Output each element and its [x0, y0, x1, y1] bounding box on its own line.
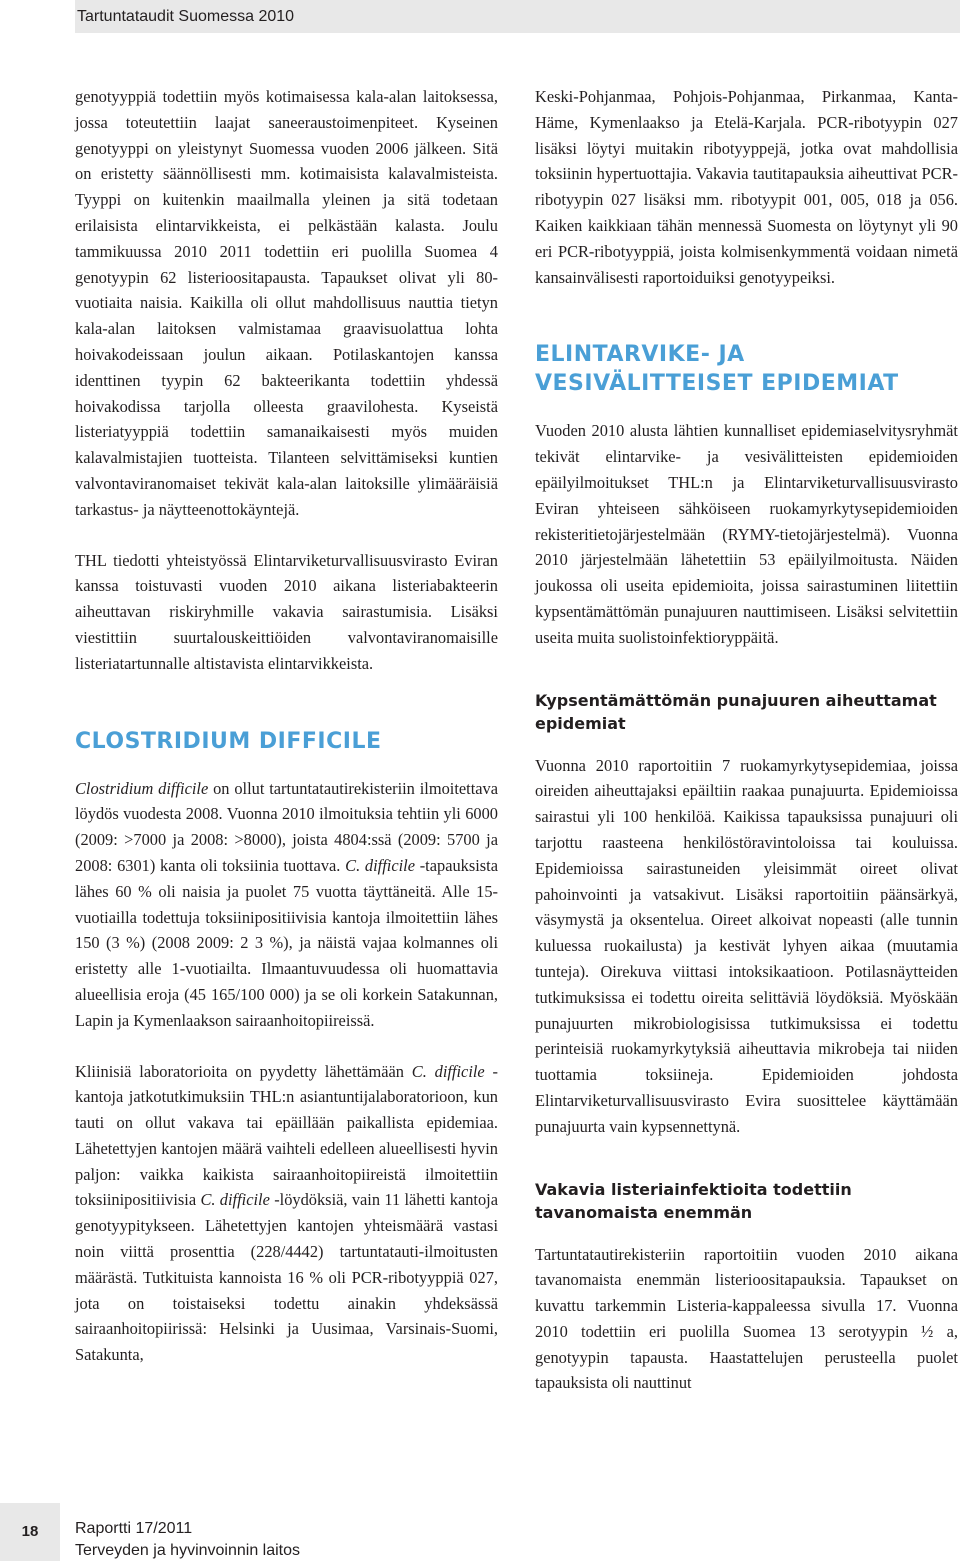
running-title: Tartuntataudit Suomessa 2010	[77, 8, 295, 25]
heading-clostridium: CLOSTRIDIUM DIFFICILE	[75, 728, 382, 754]
italic-species: C. difficile	[411, 1061, 485, 1081]
text-run: -kantoja jatkotutkimuksiin THL:n asiantuntijalaboratorioon, kun tauti on ollut vakava tai epäillään paikallista epidemiaa. Lähetettyjen kantojen määrä vaihteli edelleen alueellisesti hyvin paljon: vaikka kaikista sairaanhoitopiireistä ilmoitettiin toksiinipositiivisia	[75, 1061, 498, 1210]
page-number: 18	[0, 1503, 60, 1561]
text-run: on ollut tartuntatautirekisteriin ilmoitettava löydös vuodesta 2008. Vuonna 2010 ilmoituksia tehtiin yli 6000 (2009: >7000 ja 2008: >8000), joista 4804:ssä (2009: 5700 ja 2008: 6301) kanta oli toksiinia tuottava.	[75, 778, 499, 875]
running-header	[75, 0, 960, 33]
footer-publisher: Terveyden ja hyvinvoinnin laitos	[75, 1542, 301, 1559]
footer	[75, 1518, 300, 1562]
subheading-beetroot: Kypsentämättömän punajuuren aiheuttamat epidemiat	[535, 690, 937, 733]
right-column	[535, 84, 958, 1396]
paragraph-clostridium-stats	[75, 776, 498, 1034]
italic-species: C. difficile	[200, 1190, 270, 1210]
left-column	[75, 84, 498, 1368]
subheading-listeria: Vakavia listeriainfektioita todettiin tavanomaista enemmän	[535, 1179, 852, 1222]
paragraph-thl-info: THL tiedotti yhteistyössä Elintarviketurvallisuusvirasto Eviran kanssa toistuvasti vuoden 2010 aikana listeriabakteerin aiheuttavan riskiryhmille vakavia sairastumisia. Lisäksi viestittiin suurtalouskeittiöiden valvontaviranomaisille listeriatartunnalle altistavista elintarvikkeista.	[75, 550, 498, 673]
text-run: Kliinisiä laboratorioita on pyydetty lähettämään	[75, 1061, 412, 1081]
footer-report: Raportti 17/2011	[75, 1520, 193, 1537]
paragraph-ribotypes: Keski-Pohjanmaa, Pohjois-Pohjanmaa, Pirkanmaa, Kanta-Häme, Kymenlaakso ja Etelä-Karjala. PCR-ribotyypin 027 lisäksi löytyi muitakin ribotyyppejä, jotka ovat mahdollisia toksiinin hypertuottajia. Vakavia tautitapauksia aiheuttivat PCR-ribotyypin 027 lisäksi mm. ribotyypit 001, 005, 018 ja 056. Kaiken kaikkiaan tähän mennessä Suomesta on löytynyt yli 90 eri PCR-ribotyyppiä, joista kolmisenkymmentä voidaan nimetä kansainvälisesti raportoiduiksi genotyypeiksi.	[535, 87, 958, 287]
text-run: -löydöksiä, vain 11 lähetti kantoja genotyypitykseen. Lähetettyjen kantojen yhteismäärä vastasi noin viittä prosenttia (228/4442) tartuntatauti-ilmoitusten määrästä. Tutkituista kannoista 16 % oli PCR-ribotyyppiä 027, jota on toistaiseksi todettu ainakin yhdeksässä sairaanhoitopiirissä: Helsinki ja Uusimaa, Varsinais-Suomi, Satakunta,	[75, 1190, 498, 1365]
text-run: -tapauksista lähes 60 % oli naisia ja puolet 75 vuotta täyttäneitä. Alle 15-vuotiailla todettuja toksiinipositiivisia kantoja ilmoitettiin lähes 150 (3 %) (2008 2009: 2 3 %), ja näistä vajaa kolmannes oli eristetty alle 1-vuotiailta. Ilmaantuvuudessa oli huomattavia alueellisia eroja (45 165/100 000) ja se oli korkein Satakunnan, Lapin ja Kymenlaakson sairaanhoitopiireissä.	[75, 855, 499, 1030]
paragraph-listeria-cases: Tartuntatautirekisteriin raportoitiin vuoden 2010 aikana tavanomaista enemmän listerioositapauksia. Tapaukset on kuvattu tarkemmin Listeria-kappaleessa sivulla 17. Vuonna 2010 todettiin eri puolilla Suomea 13 serotyypin ½ a, genotyypin tapausta. Haastattelujen perusteella puolet tapauksista oli nauttinut	[535, 1244, 958, 1393]
heading-food-water-epidemics: ELINTARVIKE- JA VESIVÄLITTEISET EPIDEMIAT	[535, 342, 899, 397]
paragraph-rymy: Vuoden 2010 alusta lähtien kunnalliset epidemiaselvitysryhmät tekivät elintarvike- ja vesivälitteisten epidemioiden epäilyilmoitukset THL:n ja Elintarviketurvallisuusvirasto Eviran yhteiseen sähköiseen ruokamyrkytysepidemioiden rekisteritietojärjestelmään (RYMY-tietojärjestelmä). Vuonna 2010 järjestelmään lähetettiin 53 epäilyilmoitusta. Näiden joukossa oli useita epidemioita, joissa sairastuminen liitettiin kypsentämättömän punajuuren nauttimiseen. Lisäksi selvitettiin useita muita suolistoinfektioryppäitä.	[535, 421, 958, 647]
paragraph-clostridium-labs	[75, 1059, 498, 1369]
paragraph-listeria-fish: genotyyppiä todettiin myös kotimaisessa kala-alan laitoksessa, jossa toteutettiin laajat saneeraustoimenpiteet. Kyseinen genotyyppi on yleistynyt Suomessa vuoden 2006 jälkeen. Sitä on eristetty säännöllisesti mm. kotimaisista kalavalmisteista. Tyyppi on kuitenkin maailmalla yleinen ja sitä todetaan erilaisista elintarvikkeista, ei pelkästään kalasta. Joulu tammikuussa 2010 2011 todettiin eri puolilla Suomea 4 genotyypin 62 listerioositapausta. Tapaukset olivat yli 80-vuotiaita naisia. Kaikilla oli ollut mahdollisuus nauttia tietyn kala-alan laitoksen valmistamaa graavisuolattua lohta hoivakodeissaan joulun aikaan. Potilaskantojen kanssa identtinen tyypin 62 bakteerikanta todettiin yhdessä hoivakodissa tarjolla olleesta graavilohesta. Kyseistä listeriatyyppiä todettiin samanaikaisesti myös muiden kalavalmistajien tuotteista. Tilanteen selvittämiseksi kuntien valvontaviranomaiset tekivät kala-alan laitoksille ylimääräisiä tarkastus- ja näytteenottokäyntejä.	[75, 87, 498, 519]
italic-species: C. difficile	[345, 855, 415, 875]
italic-species: Clostridium difficile	[75, 778, 209, 798]
paragraph-beetroot: Vuonna 2010 raportoitiin 7 ruokamyrkytysepidemiaa, joissa oireiden aiheuttajaksi epäiltiin raakaa punajuurta. Epidemioissa sairastui yli 100 henkilöä. Kaikissa tapauksissa punajuuri oli tarjottu raasteena henkilöstöravintoloissa tai kouluissa. Epidemioissa sairastuneiden yleisimmät oireet olivat pahoinvointi ja vatsakivut. Lisäksi raportoitiin päänsärkyä, väsymystä ja oksentelua. Oireet alkoivat nopeasti (alle tunnin kuluessa ruokailusta) ja kestivät lyhyen aikaa (muutamia tunteja). Oirekuva viittasi intoksikaatioon. Potilasnäytteiden tutkimuksissa ei todettu oireita selittäviä löydöksiä. Myöskään punajuurten mikrobiologisissa tutkimuksissa ei todettu perinteisiä ruokamyrkytyksiä aiheuttavia mikrobeja tai niiden tuottamia toksiineja. Epidemioiden johdosta Elintarviketurvallisuusvirasto Evira suosittelee käyttämään punajuurta vain kypsennettynä.	[535, 755, 958, 1136]
